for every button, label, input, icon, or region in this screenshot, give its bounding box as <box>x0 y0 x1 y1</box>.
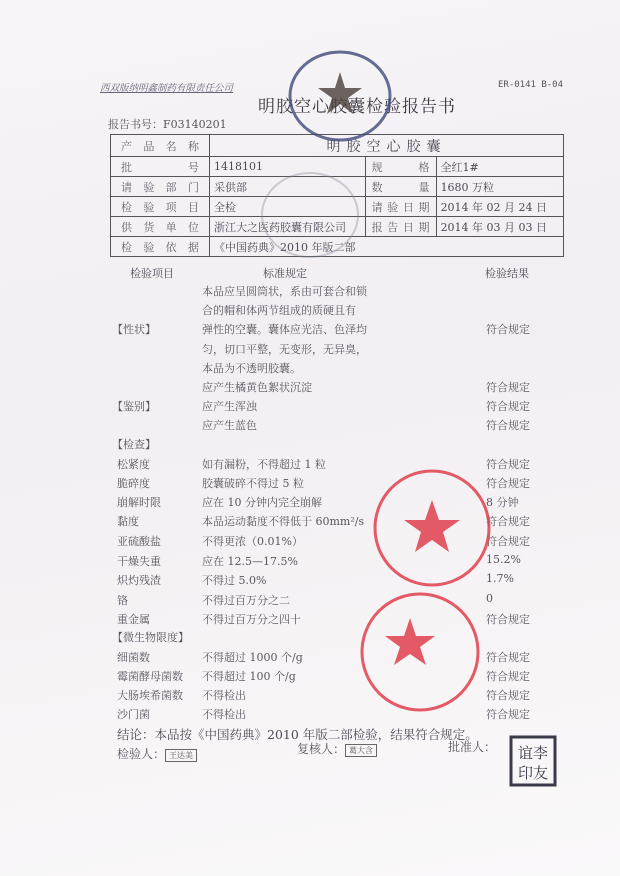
reviewer-signature: 葛大含 <box>345 744 377 757</box>
approver-seal <box>511 737 555 785</box>
row-result: 符合规定 <box>486 400 530 413</box>
row-item: 崩解时限 <box>117 496 161 509</box>
qty-value: 1680 万粒 <box>436 177 563 197</box>
product-label: 产品名称 <box>111 135 210 157</box>
svg-text:印友: 印友 <box>517 764 549 782</box>
supplier-label: 供货单位 <box>111 217 210 237</box>
supplier-value: 浙江大之医药胶囊有限公司 <box>210 217 366 237</box>
row-standard: 不得超过 100 个/g <box>202 670 296 683</box>
spec-value: 全红1# <box>436 157 563 177</box>
row-item: 【鉴别】 <box>112 400 156 413</box>
row-standard: 不得过百万分之二 <box>202 594 290 607</box>
svg-text:谊李: 谊李 <box>517 744 549 762</box>
row-result: 8 分钟 <box>486 496 519 509</box>
basis-value: 《中国药典》2010 年版二部 <box>210 237 564 257</box>
row-item: 黏度 <box>117 515 139 528</box>
item-label: 检验项目 <box>111 197 210 217</box>
row-item: 【检查】 <box>112 438 156 451</box>
row-result: 符合规定 <box>486 535 530 548</box>
qty-label: 数量 <box>365 177 436 197</box>
approver-label: 批准人： <box>448 740 497 754</box>
row-item: 细菌数 <box>117 651 150 664</box>
req-date-label: 请验日期 <box>365 197 436 217</box>
faded-seal <box>262 173 358 257</box>
row-result: 符合规定 <box>486 670 530 683</box>
col-standard-header: 标准规定 <box>263 267 307 280</box>
row-item: 亚硫酸盐 <box>117 535 161 548</box>
inspector-label: 检验人： <box>117 747 166 761</box>
row-standard: 不得过 5.0% <box>202 574 267 587</box>
row-standard: 应产生蓝色 <box>202 419 257 432</box>
report-number-label: 报告书号： <box>108 118 163 131</box>
rpt-date-value: 2014 年 03 月 03 日 <box>436 217 563 237</box>
row-standard: 不得检出 <box>202 689 246 702</box>
row-standard: 如有漏粉，不得超过 1 粒 <box>202 458 326 471</box>
row-item: 大肠埃希菌数 <box>117 689 183 702</box>
conclusion: 结论：本品按《中国药典》2010 年版二部检验，结果符合规定。 <box>117 727 478 742</box>
col-item-header: 检验项目 <box>130 267 174 280</box>
batch-value: 1418101 <box>210 157 366 177</box>
row-item: 霉菌酵母菌数 <box>117 670 183 683</box>
report-number-value: F03140201 <box>163 118 227 131</box>
rpt-date-label: 报告日期 <box>365 217 436 237</box>
row-standard: 匀，切口平整，无变形，无异臭， <box>202 343 367 356</box>
row-item: 脆碎度 <box>117 477 150 490</box>
row-result: 符合规定 <box>486 613 530 626</box>
row-standard: 本品为不透明胶囊。 <box>202 362 301 375</box>
row-item: 沙门菌 <box>117 708 150 721</box>
row-standard: 胶囊破碎不得过 5 粒 <box>202 477 304 490</box>
row-standard: 不得过百万分之四十 <box>202 613 301 626</box>
req-date-value: 2014 年 02 月 24 日 <box>436 197 563 217</box>
row-item: 松紧度 <box>117 458 150 471</box>
row-result: 符合规定 <box>486 419 530 432</box>
item-value: 全检 <box>210 197 366 217</box>
row-standard: 应在 10 分钟内完全崩解 <box>202 496 322 509</box>
col-result-header: 检验结果 <box>485 267 529 280</box>
row-result: 符合规定 <box>486 458 530 471</box>
row-standard: 本品应呈圆筒状，系由可套合和锁 <box>202 285 367 298</box>
row-item: 【微生物限度】 <box>112 631 189 644</box>
row-result: 符合规定 <box>486 515 530 528</box>
reviewer-label: 复核人： <box>297 742 346 756</box>
batch-label: 批号 <box>111 157 210 177</box>
row-standard: 不得更浓（0.01%） <box>202 535 303 548</box>
page-title: 明胶空心胶囊检验报告书 <box>258 97 456 117</box>
row-item: 炽灼残渣 <box>117 574 161 587</box>
row-result: 符合规定 <box>486 651 530 664</box>
row-standard: 本品运动黏度不得低于 60mm²/s <box>202 515 365 528</box>
row-result: 1.7% <box>486 572 514 585</box>
spec-label: 规格 <box>365 157 436 177</box>
row-result: 符合规定 <box>486 477 530 490</box>
row-standard: 不得超过 1000 个/g <box>202 651 303 664</box>
dept-value: 采供部 <box>210 177 366 197</box>
row-standard: 应产生浑浊 <box>202 400 257 413</box>
inspector-signature: 王达美 <box>165 749 197 762</box>
row-result: 符合规定 <box>486 708 530 721</box>
row-standard: 不得检出 <box>202 708 246 721</box>
row-result: 15.2% <box>486 553 521 566</box>
row-standard: 应产生橘黄色絮状沉淀 <box>202 381 312 394</box>
row-result: 符合规定 <box>486 323 530 336</box>
row-result: 符合规定 <box>486 689 530 702</box>
product-value: 明胶空心胶囊 <box>210 135 564 157</box>
row-standard: 应在 12.5—17.5% <box>202 555 298 568</box>
red-seal-fujian <box>362 594 478 710</box>
row-item: 铬 <box>117 594 128 607</box>
row-standard: 弹性的空囊。囊体应光洁、色泽均 <box>202 323 367 336</box>
company-name: 西双版纳明鑫制药有限责任公司 <box>100 83 234 94</box>
row-result: 0 <box>486 592 493 605</box>
basis-label: 检验依据 <box>111 237 210 257</box>
blue-seal <box>290 52 390 140</box>
row-item: 干燥失重 <box>117 555 161 568</box>
row-item: 【性状】 <box>112 323 156 336</box>
dept-label: 请验部门 <box>111 177 210 197</box>
document-code: ER-0141 B-04 <box>498 80 564 90</box>
row-item: 重金属 <box>117 613 150 626</box>
red-seal-suzhou <box>375 471 489 585</box>
row-result: 符合规定 <box>486 381 530 394</box>
row-standard: 合的帽和体两节组成的质硬且有 <box>202 304 356 317</box>
